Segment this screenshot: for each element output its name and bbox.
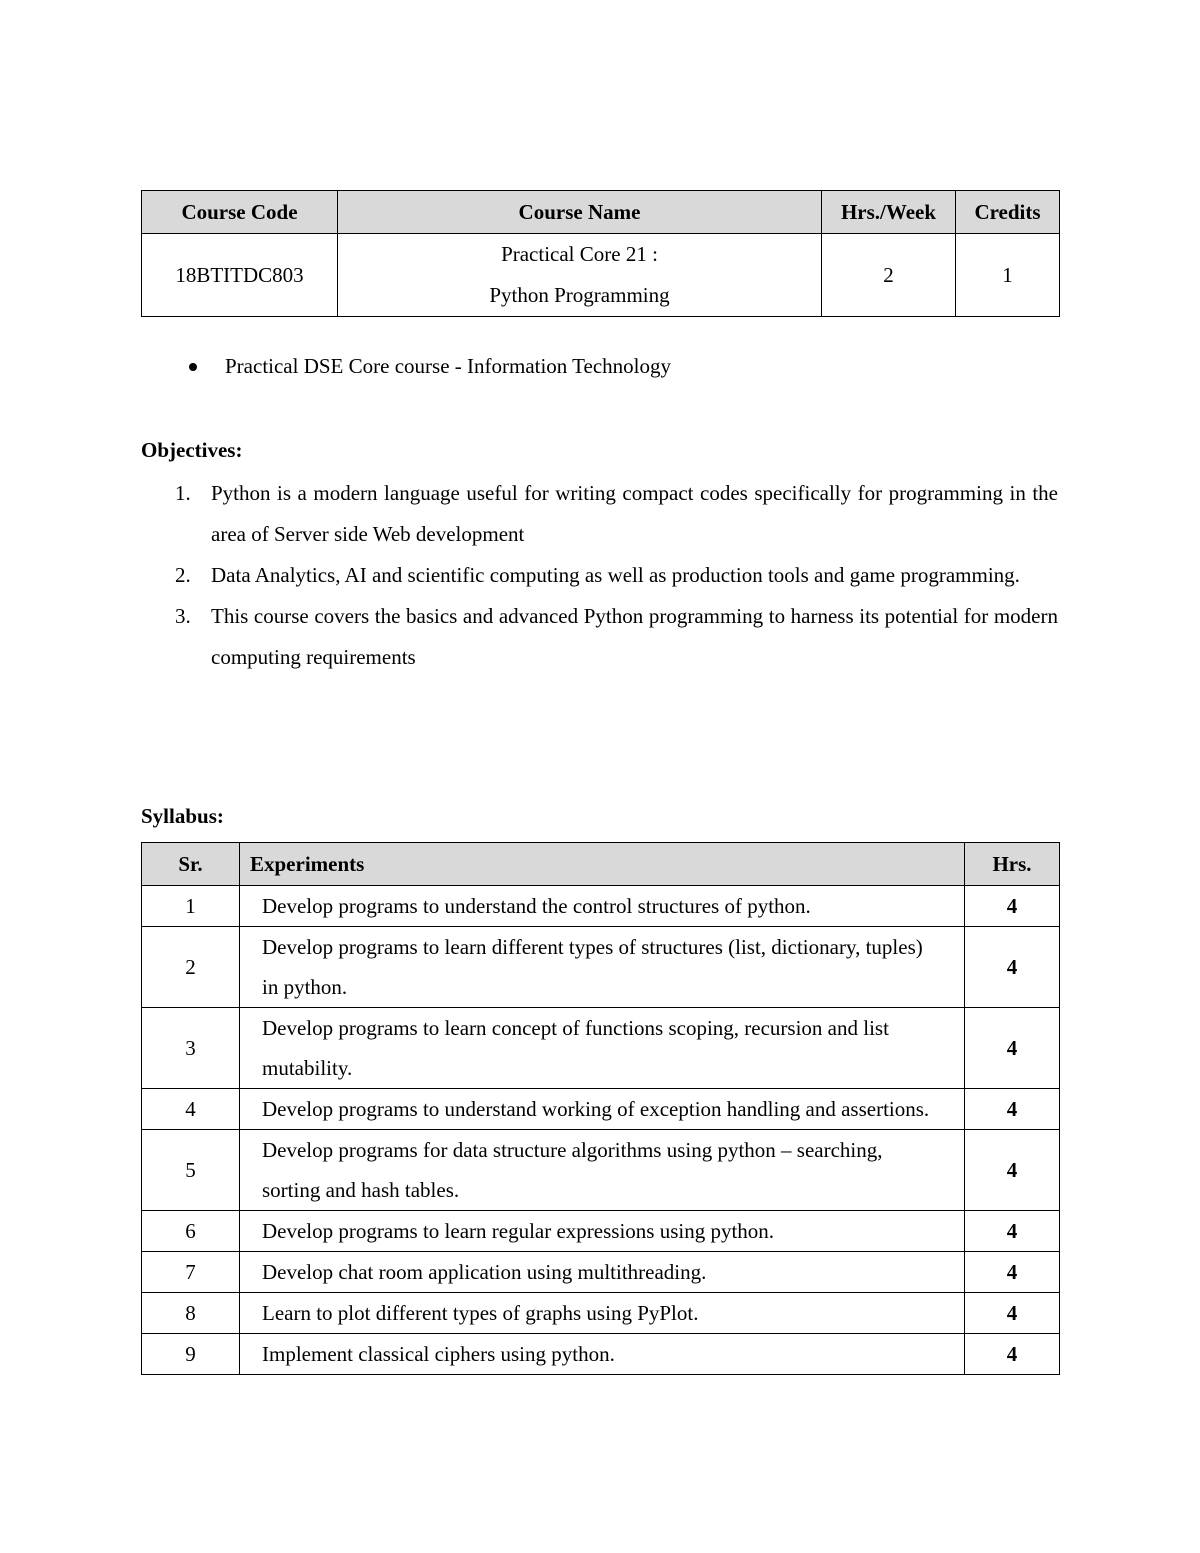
objective-number: 2.	[175, 563, 191, 587]
course-credits: 1	[956, 234, 1060, 317]
objective-item	[141, 596, 1058, 678]
row-hrs: 4	[965, 1089, 1060, 1130]
table-row	[142, 1130, 1060, 1211]
header-course-code: Course Code	[142, 191, 338, 234]
row-sr: 3	[142, 1008, 240, 1089]
course-table-row	[142, 234, 1060, 317]
table-row	[142, 927, 1060, 1008]
table-row	[142, 1089, 1060, 1130]
table-row	[142, 1008, 1060, 1089]
row-sr: 2	[142, 927, 240, 1008]
row-hrs: 4	[965, 1008, 1060, 1089]
row-hrs: 4	[965, 1334, 1060, 1375]
syllabus-header	[142, 843, 1060, 886]
row-hrs: 4	[965, 1211, 1060, 1252]
row-hrs: 4	[965, 1293, 1060, 1334]
row-sr: 6	[142, 1211, 240, 1252]
objective-item	[141, 473, 1058, 555]
course-type-bullet	[189, 354, 671, 379]
syllabus-table	[141, 842, 1060, 1375]
course-type-text: Practical DSE Core course - Information Technology	[225, 354, 672, 378]
course-hours: 2	[822, 234, 956, 317]
table-row	[142, 1211, 1060, 1252]
row-experiment: Develop chat room application using multithreading.	[240, 1252, 965, 1293]
syllabus-heading: Syllabus:	[141, 804, 224, 828]
header-course-name: Course Name	[338, 191, 822, 234]
row-hrs: 4	[965, 886, 1060, 927]
table-row	[142, 1252, 1060, 1293]
row-sr: 7	[142, 1252, 240, 1293]
bullet-dot-icon	[189, 363, 197, 371]
header-credits: Credits	[956, 191, 1060, 234]
objective-text: This course covers the basics and advanced Python programming to harness its potential for modern computing requirements	[211, 604, 1058, 669]
row-experiment: Develop programs to learn different types of structures (list, dictionary, tuples) in python.	[240, 927, 965, 1008]
table-row	[142, 886, 1060, 927]
table-row	[142, 1293, 1060, 1334]
header-sr: Sr.	[142, 843, 240, 886]
course-code: 18BTITDC803	[142, 234, 338, 317]
header-hrs-week: Hrs./Week	[822, 191, 956, 234]
row-experiment: Develop programs to learn concept of functions scoping, recursion and list mutability.	[240, 1008, 965, 1089]
row-experiment: Develop programs to understand working of exception handling and assertions.	[240, 1089, 965, 1130]
row-experiment: Develop programs for data structure algorithms using python – searching, sorting and hash tables.	[240, 1130, 965, 1211]
row-sr: 8	[142, 1293, 240, 1334]
objectives-list	[141, 473, 1058, 678]
course-table-header	[142, 191, 1060, 234]
objective-item	[141, 555, 1058, 596]
row-hrs: 4	[965, 1252, 1060, 1293]
header-hrs: Hrs.	[965, 843, 1060, 886]
table-row	[142, 1334, 1060, 1375]
course-name-line2: Python Programming	[489, 283, 670, 307]
row-sr: 4	[142, 1089, 240, 1130]
course-name	[338, 234, 822, 317]
objectives-heading: Objectives:	[141, 438, 243, 462]
row-sr: 9	[142, 1334, 240, 1375]
course-name-line1: Practical Core 21 :	[501, 242, 658, 266]
row-experiment: Learn to plot different types of graphs using PyPlot.	[240, 1293, 965, 1334]
row-hrs: 4	[965, 1130, 1060, 1211]
objective-text: Data Analytics, AI and scientific computing as well as production tools and game programming.	[211, 563, 1020, 587]
objective-number: 1.	[175, 481, 191, 505]
objective-text: Python is a modern language useful for writing compact codes specifically for programming in the area of Server side Web development	[211, 481, 1058, 546]
row-sr: 1	[142, 886, 240, 927]
row-experiment: Develop programs to learn regular expressions using python.	[240, 1211, 965, 1252]
row-experiment: Develop programs to understand the control structures of python.	[240, 886, 965, 927]
row-experiment: Implement classical ciphers using python.	[240, 1334, 965, 1375]
objective-number: 3.	[175, 604, 191, 628]
row-hrs: 4	[965, 927, 1060, 1008]
header-experiments: Experiments	[240, 843, 965, 886]
row-sr: 5	[142, 1130, 240, 1211]
course-table	[141, 190, 1060, 317]
